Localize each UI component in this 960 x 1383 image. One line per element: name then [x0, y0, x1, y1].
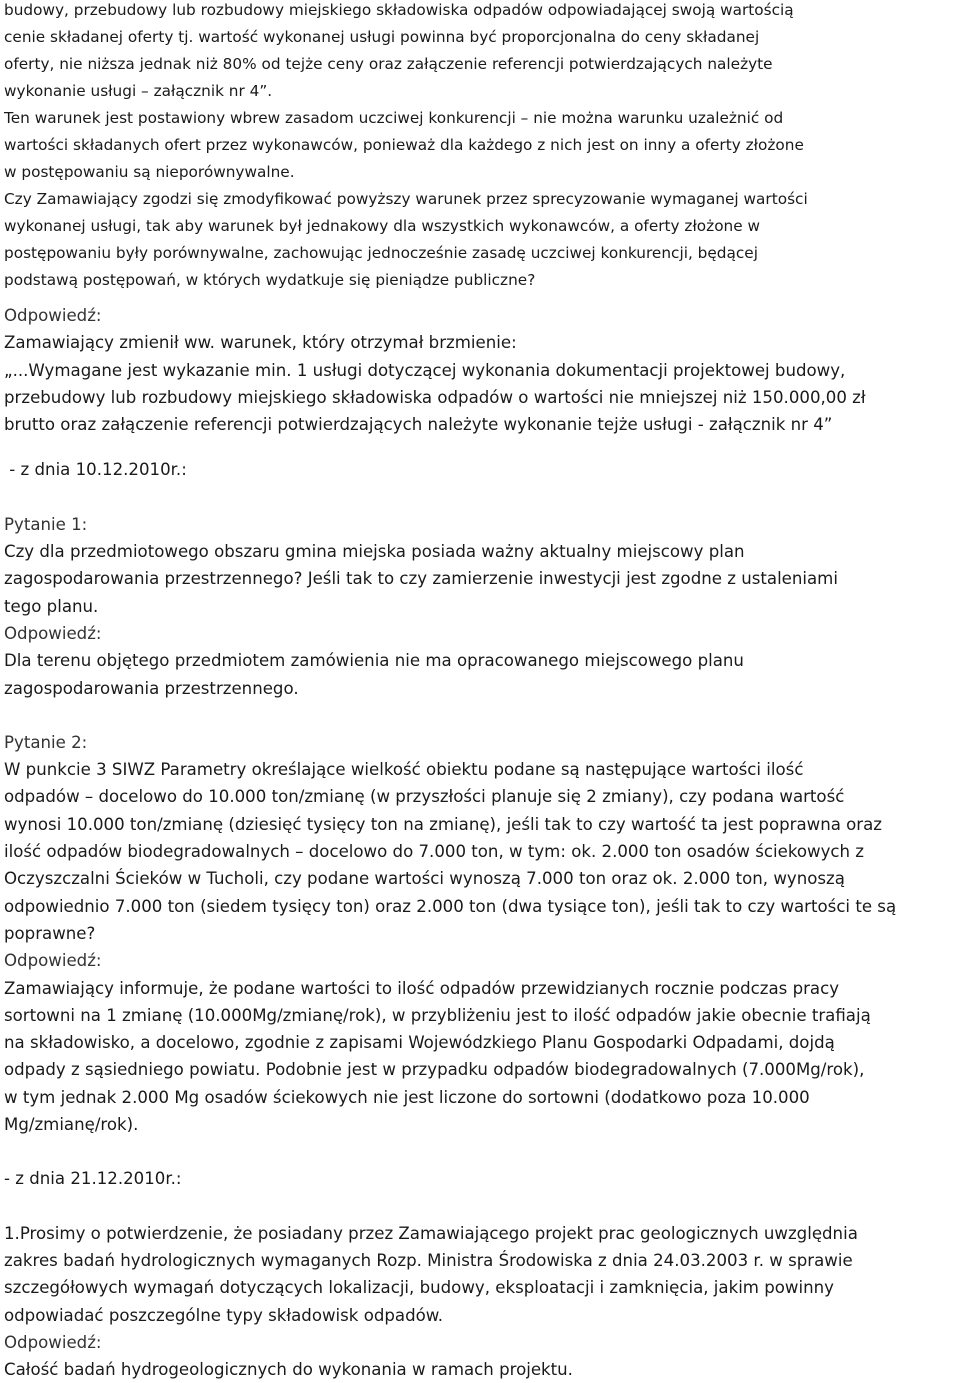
text-line: postępowaniu były porównywalne, zachowując jednocześnie zasadę uczciwej konkurencji, będącej	[4, 244, 758, 262]
text-line: poprawne?	[4, 923, 96, 943]
text-line: oferty, nie niższa jednak niż 80% od tejże ceny oraz załączenie referencji potwierdzających należyte	[4, 55, 773, 73]
date-heading: - z dnia 10.12.2010r.:	[4, 460, 187, 480]
spacer	[4, 484, 957, 511]
text-line: Oczyszczalni Ścieków w Tucholi, czy podane wartości wynoszą 7.000 ton oraz ok. 2.000 ton, wynoszą	[4, 869, 845, 889]
spacer	[4, 1138, 957, 1165]
text-line: sortowni na 1 zmianę (10.000Mg/zmianę/rok), w przybliżeniu jest to ilość odpadów jakie obecnie trafiają	[4, 1005, 871, 1025]
intro-paragraph	[4, 0, 957, 105]
text-line: wartości składanych ofert przez wykonawców, ponieważ dla każdego z nich jest on inny a oferty złożone	[4, 136, 804, 154]
text-line: na składowisko, a docelowo, zgodnie z zapisami Wojewódzkiego Planu Gospodarki Odpadami, dojdą	[4, 1033, 835, 1053]
answer-label: Odpowiedź:	[4, 1332, 102, 1352]
answer-label: Odpowiedź:	[4, 306, 102, 325]
text-line: odpowiednio 7.000 ton (siedem tysięcy ton) oraz 2.000 ton (dwa tysiące ton), jeśli tak to czy wartości te są	[4, 896, 897, 916]
spacer	[4, 702, 957, 729]
text-line: Całość badań hydrogeologicznych do wykonania w ramach projektu.	[4, 1360, 573, 1380]
question-paragraph	[4, 186, 957, 294]
text-line: budowy, przebudowy lub rozbudowy miejskiego składowiska odpadów odpowiadającej swoją wartością	[4, 1, 794, 19]
answer-block	[4, 302, 957, 438]
text-line: cenie składanej oferty tj. wartość wykonanej usługi powinna być proporcjonalna do ceny składanej	[4, 28, 760, 46]
text-line: przebudowy lub rozbudowy miejskiego składowiska odpadów o wartości nie mniejszej niż 150.000,00 zł	[4, 387, 866, 407]
text-line: 1.Prosimy o potwierdzenie, że posiadany przez Zamawiającego projekt prac geologicznych uwzględnia	[4, 1223, 858, 1243]
text-line: Zamawiający informuje, że podane wartości to ilość odpadów przewidzianych rocznie podczas pracy	[4, 978, 840, 998]
text-line: szczegółowych wymagań dotyczących lokalizacji, budowy, eksploatacji i zamknięcia, jakim powinny	[4, 1278, 834, 1298]
question-label: Pytanie 1:	[4, 514, 88, 534]
section-21-12-2010	[4, 1165, 957, 1383]
text-line: W punkcie 3 SIWZ Parametry określające wielkość obiektu podane są następujące wartości ilość	[4, 760, 804, 780]
text-line: odpadów – docelowo do 10.000 ton/zmianę (w przyszłości planuje się 2 zmiany), czy podana wartość	[4, 787, 845, 807]
text-line: wynosi 10.000 ton/zmianę (dziesięć tysięcy ton na zmianę), jeśli tak to czy wartość ta jest poprawna oraz	[4, 814, 883, 834]
document-page	[4, 0, 957, 1383]
text-line: Czy dla przedmiotowego obszaru gmina miejska posiada ważny aktualny miejscowy plan	[4, 542, 745, 562]
text-line: odpady z sąsiedniego powiatu. Podobnie jest w przypadku odpadów biodegradowalnych (7.000Mg/rok),	[4, 1060, 865, 1080]
text-line: w tym jednak 2.000 Mg osadów ściekowych nie jest liczone do sortowni (dodatkowo poza 10.000	[4, 1087, 810, 1107]
text-line: Czy Zamawiający zgodzi się zmodyfikować powyższy warunek przez sprecyzowanie wymaganej wartości	[4, 190, 808, 208]
spacer	[4, 1193, 957, 1220]
answer-label: Odpowiedź:	[4, 623, 102, 643]
text-line: w postępowaniu są nieporównywalne.	[4, 163, 295, 181]
text-line: Ten warunek jest postawiony wbrew zasadom uczciwej konkurencji – nie można warunku uzależnić od	[4, 109, 784, 127]
text-line: brutto oraz załączenie referencji potwierdzających należyte wykonanie tejże usługi - załącznik nr 4”	[4, 415, 833, 435]
answer-label: Odpowiedź:	[4, 951, 102, 971]
text-line: Mg/zmianę/rok).	[4, 1115, 139, 1135]
text-line: podstawą postępowań, w których wydatkuje się pieniądze publiczne?	[4, 271, 536, 289]
text-line: odpowiadać poszczególne typy składowisk odpadów.	[4, 1305, 444, 1325]
text-line: Zamawiający zmienił ww. warunek, który otrzymał brzmienie:	[4, 333, 517, 353]
competition-paragraph	[4, 105, 957, 186]
date-heading: - z dnia 21.12.2010r.:	[4, 1169, 182, 1189]
text-line: wykonanej usługi, tak aby warunek był jednakowy dla wszystkich wykonawców, a oferty złożone w	[4, 217, 761, 235]
text-line: ilość odpadów biodegradowalnych – docelowo do 7.000 ton, w tym: ok. 2.000 ton osadów ściekowych z	[4, 842, 865, 862]
text-line: zakres badań hydrologicznych wymaganych Rozp. Ministra Środowiska z dnia 24.03.2003 r. w sprawie	[4, 1250, 853, 1270]
section-10-12-2010	[4, 456, 957, 1165]
text-line: wykonanie usługi – załącznik nr 4”.	[4, 82, 273, 100]
text-line: tego planu.	[4, 596, 99, 616]
question-label: Pytanie 2:	[4, 732, 88, 752]
text-line: „...Wymagane jest wykazanie min. 1 usługi dotyczącej wykonania dokumentacji projektowej budowy,	[4, 360, 846, 380]
text-line: zagospodarowania przestrzennego.	[4, 678, 299, 698]
text-line: zagospodarowania przestrzennego? Jeśli tak to czy zamierzenie inwestycji jest zgodne z ustaleniami	[4, 569, 838, 589]
text-line: Dla terenu objętego przedmiotem zamówienia nie ma opracowanego miejscowego planu	[4, 651, 744, 671]
